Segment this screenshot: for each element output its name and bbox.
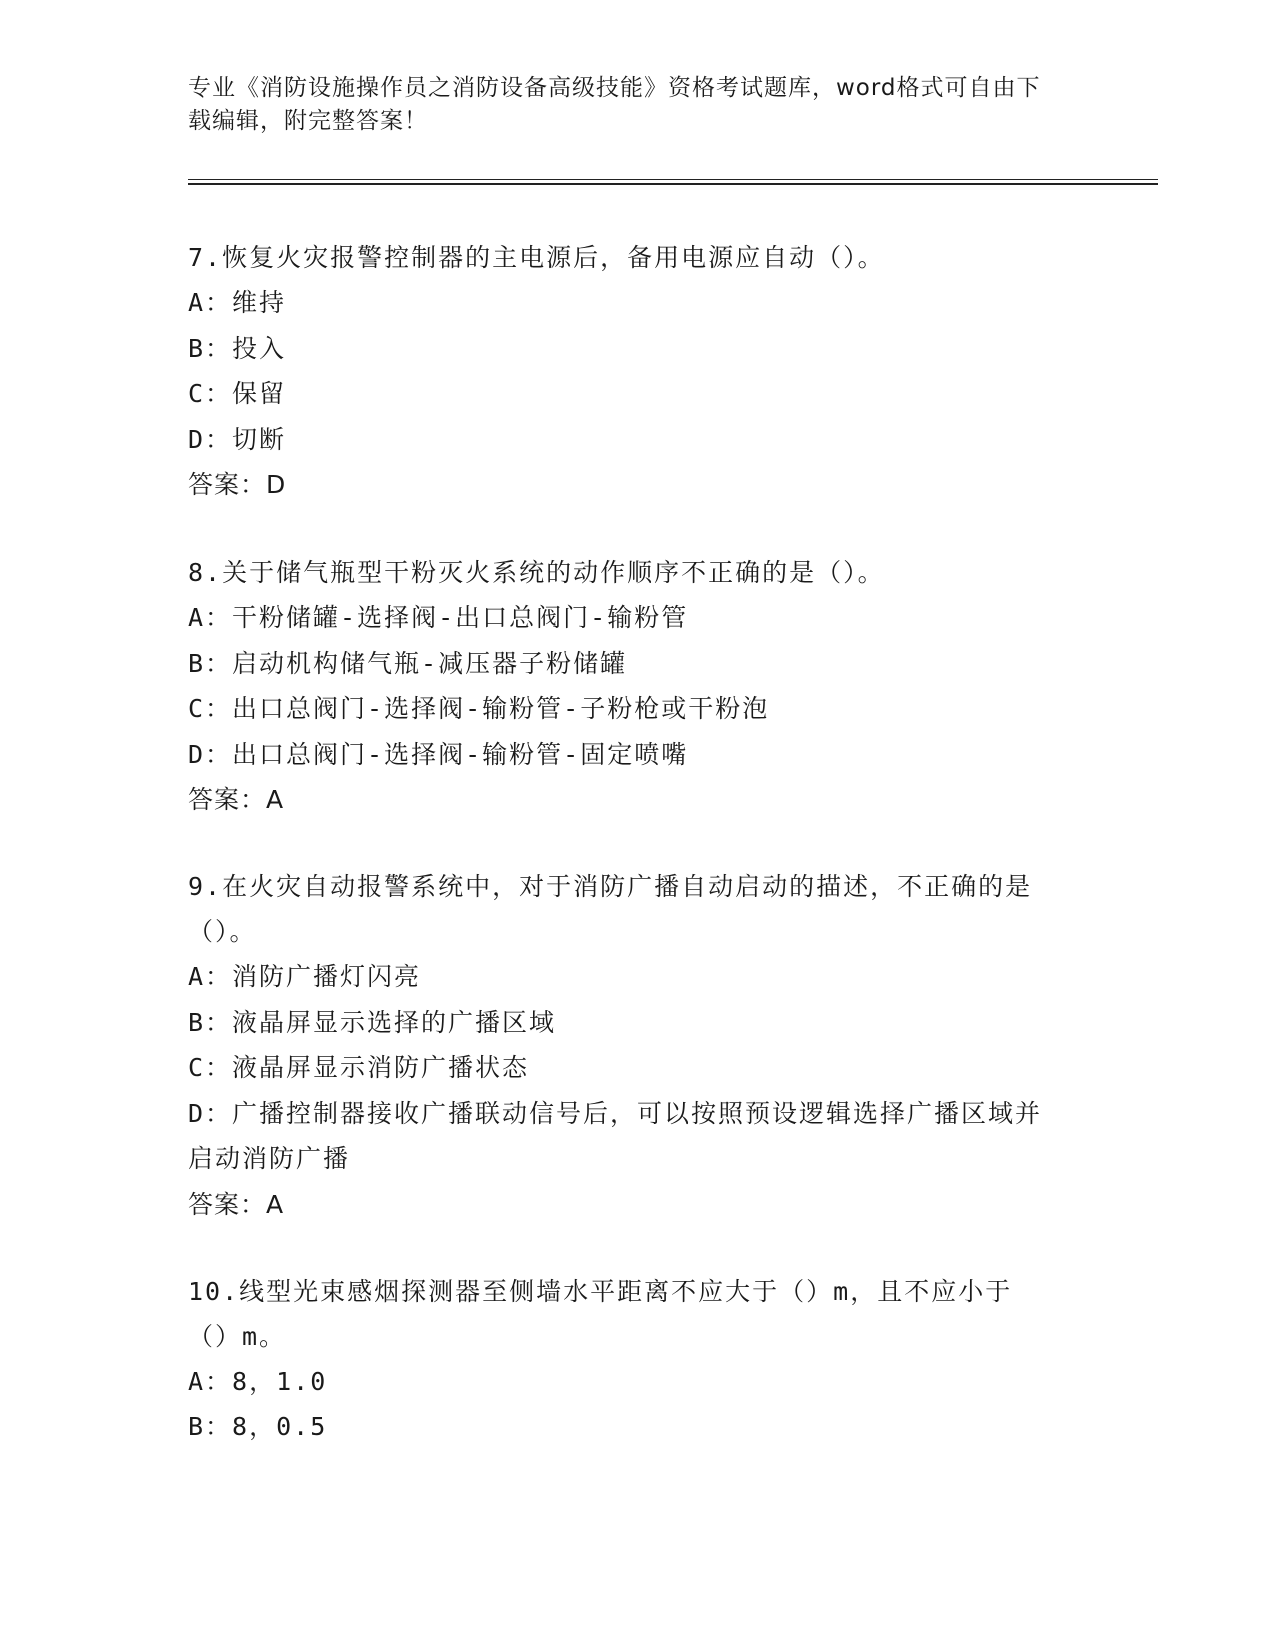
option-a: A：消防广播灯闪亮 [188, 962, 422, 991]
option-c: C：液晶屏显示消防广播状态 [188, 1053, 530, 1082]
answer: 答案：A [188, 1189, 285, 1219]
header-divider-top [188, 179, 1158, 180]
question-list [188, 235, 1088, 1450]
option-a: A：8，1.0 [188, 1366, 328, 1396]
header-line-2: 载编辑，附完整答案！ [188, 108, 428, 134]
option-a: A：干粉储罐-选择阀-出口总阀门-输粉管 [188, 603, 689, 632]
answer: 答案：D [188, 470, 287, 499]
spacer [188, 1227, 1088, 1269]
spacer [188, 507, 1088, 550]
question-stem: 7.恢复火灾报警控制器的主电源后，备用电源应自动（）。 [188, 243, 885, 272]
question-stem: 9.在火灾自动报警系统中，对于消防广播自动启动的描述，不正确的是（）。 [188, 872, 1033, 946]
option-b: B：启动机构储气瓶-减压器子粉储罐 [188, 648, 628, 678]
spacer [188, 822, 1088, 864]
option-b: B：8，0.5 [188, 1412, 328, 1441]
option-d: D：广播控制器接收广播联动信号后，可以按照预设逻辑选择广播区域并启动消防广播 [188, 1098, 1043, 1173]
question-7 [188, 235, 1088, 507]
option-a: A：维持 [188, 288, 287, 317]
question-8 [188, 550, 1088, 822]
question-10 [188, 1269, 1088, 1450]
option-b: B：投入 [188, 333, 287, 363]
option-d: D：切断 [188, 424, 287, 454]
question-stem: 10.线型光束感烟探测器至侧墙水平距离不应大于（）m，且不应小于（）m。 [188, 1276, 1013, 1351]
answer: 答案：A [188, 785, 285, 814]
question-9 [188, 864, 1088, 1227]
header-divider-bottom [188, 183, 1158, 185]
header-line-1: 专业《消防设施操作员之消防设备高级技能》资格考试题库，word格式可自由下 [188, 75, 1041, 101]
option-d: D：出口总阀门-选择阀-输粉管-固定喷嘴 [188, 739, 689, 769]
option-b: B：液晶屏显示选择的广播区域 [188, 1007, 557, 1037]
option-c: C：保留 [188, 379, 287, 408]
question-stem: 8.关于储气瓶型干粉灭火系统的动作顺序不正确的是（）。 [188, 558, 885, 587]
option-c: C：出口总阀门-选择阀-输粉管-子粉枪或干粉泡 [188, 694, 770, 723]
document-header [188, 72, 1068, 138]
